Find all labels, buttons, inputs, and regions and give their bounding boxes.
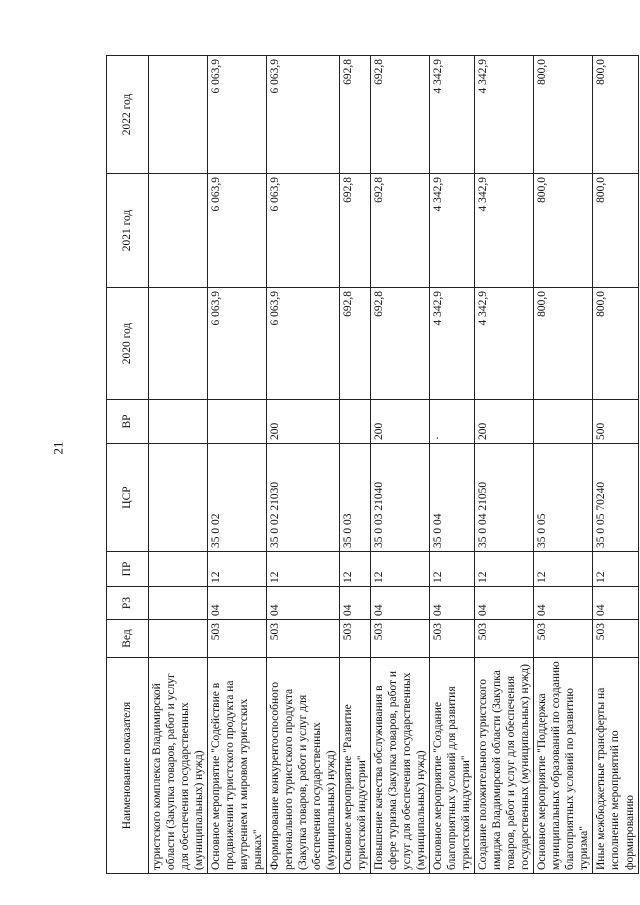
- cell-pr: 12: [371, 552, 430, 587]
- cell-ved: 503: [475, 620, 534, 658]
- cell-ved: 503: [430, 620, 475, 658]
- cell-y2021: 692,8: [340, 174, 371, 288]
- cell-ved: [149, 620, 208, 658]
- cell-y2022: 800,0: [534, 56, 593, 174]
- cell-y2022: 692,8: [340, 56, 371, 174]
- cell-name: Создание положительного туристского имиджа Владимирской области (Закупка товаров, работ и услуг для обеспечения государственных (муниципальных) нужд): [475, 658, 534, 874]
- cell-csr: 35 0 04 21050: [475, 444, 534, 552]
- cell-ved: 503: [208, 620, 267, 658]
- cell-pr: 12: [430, 552, 475, 587]
- cell-y2021: [149, 174, 208, 288]
- table-row: [340, 56, 371, 874]
- header-2022: 2022 год: [107, 56, 149, 174]
- table-row: [475, 56, 534, 874]
- cell-y2021: 800,0: [593, 174, 638, 288]
- cell-vr: [149, 400, 208, 444]
- table-row: [149, 56, 208, 874]
- cell-ved: 503: [267, 620, 340, 658]
- cell-ved: 503: [593, 620, 638, 658]
- header-name: Наименование показателя: [107, 658, 149, 874]
- cell-y2022: 6 063,9: [208, 56, 267, 174]
- table-row: [371, 56, 430, 874]
- cell-y2022: 6 063,9: [267, 56, 340, 174]
- cell-y2022: 4 342,9: [475, 56, 534, 174]
- table-row: [430, 56, 475, 874]
- cell-ved: 503: [340, 620, 371, 658]
- cell-pr: 12: [593, 552, 638, 587]
- header-2021: 2021 год: [107, 174, 149, 288]
- cell-csr: 35 0 05: [534, 444, 593, 552]
- cell-csr: 35 0 02: [208, 444, 267, 552]
- cell-y2021: 4 342,9: [475, 174, 534, 288]
- cell-name: Повышение качества обслуживания в сфере туризма (Закупка товаров, работ и услуг для обеспечения государственных (муниципальных) нужд): [371, 658, 430, 874]
- cell-name: Основное мероприятие "Поддержка муниципальных образований по созданию благоприятных условий по развитию туризма": [534, 658, 593, 874]
- cell-pr: 12: [475, 552, 534, 587]
- header-vr: ВР: [107, 400, 149, 444]
- cell-pr: 12: [208, 552, 267, 587]
- cell-name: Иные межбюджетные трансферты на исполнение мероприятий по формированию: [593, 658, 638, 874]
- cell-y2020: 800,0: [534, 288, 593, 400]
- cell-csr: 35 0 04: [430, 444, 475, 552]
- cell-y2021: 692,8: [371, 174, 430, 288]
- cell-y2022: 800,0: [593, 56, 638, 174]
- cell-ved: 503: [371, 620, 430, 658]
- header-rz: РЗ: [107, 587, 149, 620]
- cell-vr: 500: [593, 400, 638, 444]
- cell-y2021: 6 063,9: [267, 174, 340, 288]
- header-row: [107, 56, 149, 874]
- cell-csr: 35 0 05 70240: [593, 444, 638, 552]
- budget-table: [106, 55, 639, 874]
- cell-rz: 04: [593, 587, 638, 620]
- header-ved: Вед: [107, 620, 149, 658]
- table-row: [267, 56, 340, 874]
- cell-name: Основное мероприятие "Создание благоприятных условий для развития туристской индустрии": [430, 658, 475, 874]
- cell-y2020: 692,8: [371, 288, 430, 400]
- cell-rz: 04: [267, 587, 340, 620]
- cell-vr: [534, 400, 593, 444]
- cell-y2020: 6 063,9: [208, 288, 267, 400]
- cell-y2020: [149, 288, 208, 400]
- cell-y2021: 800,0: [534, 174, 593, 288]
- cell-csr: 35 0 02 21030: [267, 444, 340, 552]
- header-csr: ЦСР: [107, 444, 149, 552]
- cell-name: Основное мероприятие "Развитие туристской индустрии": [340, 658, 371, 874]
- cell-ved: 503: [534, 620, 593, 658]
- cell-name: туристского комплекса Владимирской области (Закупка товаров, работ и услуг для обеспечения государственных (муниципальных) нужд): [149, 658, 208, 874]
- cell-y2021: 6 063,9: [208, 174, 267, 288]
- cell-y2020: 800,0: [593, 288, 638, 400]
- cell-rz: 04: [371, 587, 430, 620]
- cell-pr: 12: [340, 552, 371, 587]
- table-row: [208, 56, 267, 874]
- cell-pr: 12: [534, 552, 593, 587]
- table-row: [534, 56, 593, 874]
- cell-pr: 12: [267, 552, 340, 587]
- page-number: 21: [50, 441, 66, 455]
- cell-y2020: 4 342,9: [475, 288, 534, 400]
- cell-rz: 04: [534, 587, 593, 620]
- header-pr: ПР: [107, 552, 149, 587]
- cell-vr: 200: [371, 400, 430, 444]
- cell-name: Основное мероприятие "Содействие в продвижении туристского продукта на внутреннем и мировом туристских рынках": [208, 658, 267, 874]
- cell-rz: 04: [208, 587, 267, 620]
- cell-pr: [149, 552, 208, 587]
- cell-y2022: 692,8: [371, 56, 430, 174]
- cell-rz: [149, 587, 208, 620]
- cell-y2020: 6 063,9: [267, 288, 340, 400]
- table-row: [593, 56, 638, 874]
- cell-rz: 04: [430, 587, 475, 620]
- cell-rz: 04: [340, 587, 371, 620]
- cell-csr: [149, 444, 208, 552]
- cell-vr: 200: [267, 400, 340, 444]
- cell-y2022: [149, 56, 208, 174]
- cell-vr: 200: [475, 400, 534, 444]
- cell-vr: [208, 400, 267, 444]
- rotated-table-container: [106, 56, 636, 874]
- cell-y2022: 4 342,9: [430, 56, 475, 174]
- cell-y2020: 692,8: [340, 288, 371, 400]
- cell-csr: 35 0 03: [340, 444, 371, 552]
- cell-y2020: 4 342,9: [430, 288, 475, 400]
- header-2020: 2020 год: [107, 288, 149, 400]
- cell-rz: 04: [475, 587, 534, 620]
- cell-vr: ·: [430, 400, 475, 444]
- cell-vr: [340, 400, 371, 444]
- cell-csr: 35 0 03 21040: [371, 444, 430, 552]
- cell-y2021: 4 342,9: [430, 174, 475, 288]
- cell-name: Формирование конкурентоспособного регионального туристского продукта (Закупка товаров, работ и услуг для обеспечения государственных (муниципальных) нужд): [267, 658, 340, 874]
